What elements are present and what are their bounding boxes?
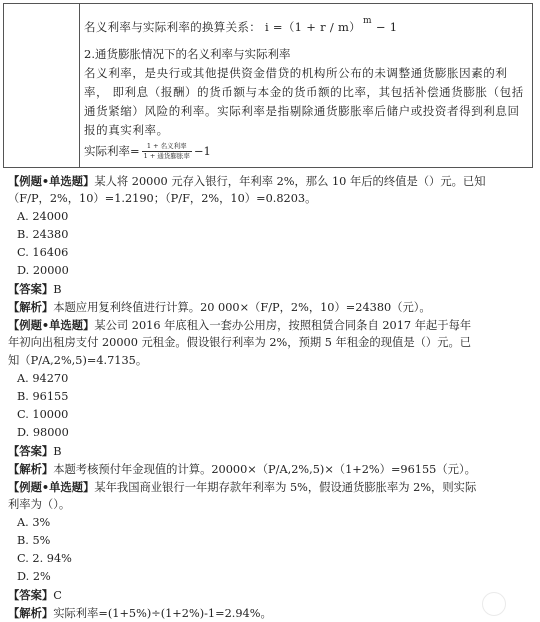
- answer-tag: 【答案】: [8, 282, 54, 296]
- analysis-tag: 【解析】: [8, 300, 54, 314]
- question-text: 某年我国商业银行一年期存款年利率为 5%，假设通货膨胀率为 2%，则实际: [94, 481, 477, 494]
- question-3-stem: [8, 478, 534, 496]
- analysis-text: 本题考核预付年金现值的计算。20000×（P/A,2%,5)×（1+2%）=96155（元）。: [53, 463, 476, 476]
- conversion-formula: [84, 18, 526, 39]
- answer-line: [8, 280, 534, 298]
- option-b: B. 24380: [17, 228, 69, 241]
- analysis-tag: 【解析】: [8, 606, 54, 620]
- table-divider: [79, 4, 80, 167]
- question-2-stem-cont2: 知（P/A,2%,5)=4.7135。: [8, 354, 148, 367]
- option-b: B. 5%: [17, 534, 51, 547]
- section-heading: 2.通货膨胀情况下的名义利率与实际利率: [84, 47, 291, 61]
- option-d: D. 20000: [17, 264, 69, 277]
- answer-tag: 【答案】: [8, 444, 54, 458]
- answer-line: [8, 586, 534, 604]
- option-d: D. 2%: [17, 570, 51, 583]
- answer-value: B: [53, 445, 62, 458]
- definition-paragraph: 名义利率，是央行或其他提供资金借贷的机构所公布的未调整通货膨胀因素的利率， 即利息（报酬）的货币额与本金的货币额的比率，其包括补偿通货膨胀（包括通货紧缩）风险的利率。实际利率是指剔除通货膨胀率后储户或投资者得到利息回报的真实利率。: [84, 66, 524, 137]
- option-a: A. 24000: [17, 210, 69, 223]
- question-tag: 【例题•单选题】: [8, 480, 95, 494]
- analysis-line: [8, 604, 534, 622]
- answer-value: C: [53, 589, 62, 602]
- question-text: 某公司 2016 年底租入一套办公用房，按照租赁合同条自 2017 年起于每年: [94, 319, 472, 332]
- option-d: D. 98000: [17, 426, 69, 439]
- question-text: 某人将 20000 元存入银行，年利率 2%，那么 10 年后的终值是（）元。已知: [94, 175, 486, 188]
- question-1-stem: [8, 172, 534, 190]
- fraction-numerator: 1 + 名义利率: [142, 142, 192, 152]
- formula-suffix: − 1: [375, 20, 398, 34]
- watermark-logo-icon: [482, 592, 506, 616]
- analysis-line: [8, 460, 534, 478]
- option-a: A. 3%: [17, 516, 51, 529]
- answer-tag: 【答案】: [8, 588, 54, 602]
- analysis-text: 实际利率=(1+5%)÷(1+2%)-1=2.94%。: [53, 607, 272, 620]
- real-rate-formula: [84, 142, 526, 161]
- option-b: B. 96155: [17, 390, 69, 403]
- formula-exponent: m: [362, 16, 372, 26]
- option-c: C. 2. 94%: [17, 552, 72, 565]
- analysis-tag: 【解析】: [8, 462, 54, 476]
- analysis-line: [8, 298, 534, 316]
- question-tag: 【例题•单选题】: [8, 318, 95, 332]
- option-a: A. 94270: [17, 372, 69, 385]
- fraction-denominator: 1 + 通货膨胀率: [143, 152, 190, 160]
- real-rate-fraction: [142, 142, 192, 161]
- real-rate-tail: −1: [193, 144, 211, 158]
- answer-line: [8, 442, 534, 460]
- analysis-text: 本题应用复利终值进行计算。20 000×（F/P，2%，10）=24380（元）。: [53, 301, 431, 314]
- answer-value: B: [53, 283, 62, 296]
- question-2-stem-cont: 年初向出租房支付 20000 元租金。假设银行利率为 2%，预期 5 年租金的现值是（）元。已: [8, 336, 472, 349]
- question-2-stem: [8, 316, 534, 334]
- formula-prefix: 名义利率与实际利率的换算关系： i =（1 + r / m）: [84, 20, 361, 34]
- option-c: C. 10000: [17, 408, 69, 421]
- option-c: C. 16406: [17, 246, 69, 259]
- definition-table: [3, 3, 533, 168]
- question-3-stem-cont: 利率为（）。: [8, 498, 71, 511]
- question-tag: 【例题•单选题】: [8, 174, 95, 188]
- real-rate-label: 实际利率=: [84, 144, 140, 158]
- exercise-list: [8, 172, 534, 622]
- definition-cell: [84, 18, 526, 161]
- question-1-stem-cont: （F/P，2%，10）=1.2190；（P/F，2%，10）=0.8203。: [8, 192, 317, 205]
